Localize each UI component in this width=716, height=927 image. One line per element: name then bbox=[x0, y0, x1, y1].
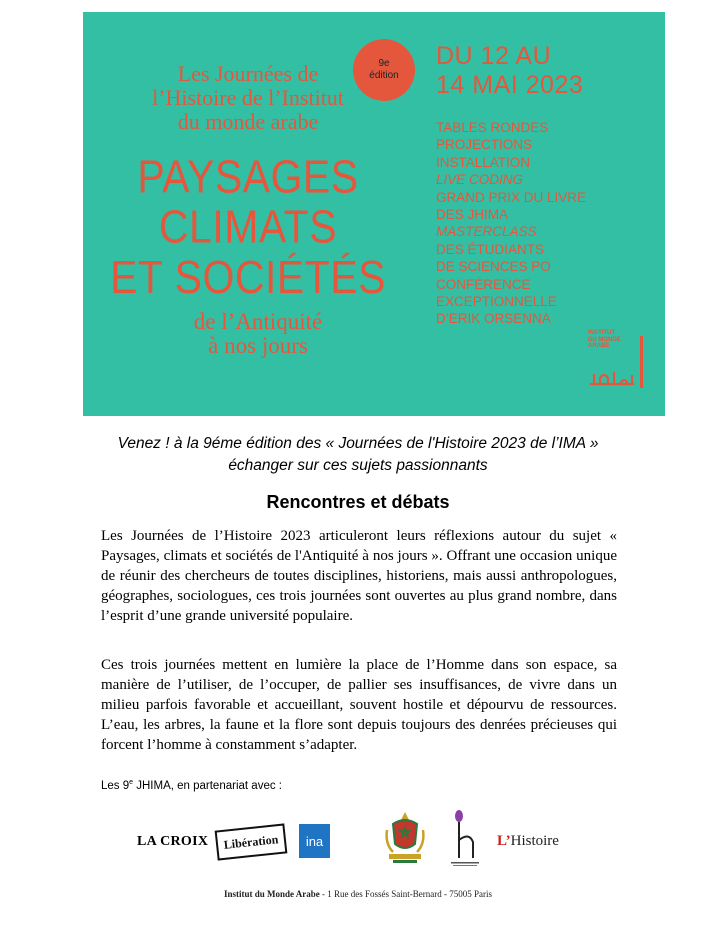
partners-label-suffix: JHIMA, en partenariat avec : bbox=[133, 779, 282, 792]
ima-logo-bar bbox=[640, 336, 643, 388]
dates-line: DU 12 AU bbox=[436, 42, 552, 70]
ima-logo-line: INSTITUT bbox=[588, 330, 615, 336]
footer-address-text: - 1 Rue des Fossés Saint-Bernard - 75005 Paris bbox=[319, 889, 492, 899]
edition-number: 9e bbox=[378, 58, 390, 69]
ima-logo-text bbox=[588, 330, 621, 350]
program-item: TABLES RONDES bbox=[436, 120, 549, 135]
ima-logo bbox=[588, 330, 658, 400]
invitation-line: Venez ! à la 9éme édition des « Journées de l'Histoire 2023 de l’IMA » bbox=[117, 435, 599, 452]
headline-line: CLIMATS bbox=[158, 201, 338, 253]
subtitle-line: de l’Antiquité bbox=[193, 309, 323, 334]
event-banner bbox=[83, 12, 665, 416]
program-item: PROJECTIONS bbox=[436, 137, 533, 153]
invitation-line: échanger sur ces sujets passionnants bbox=[228, 457, 488, 474]
edition-label: édition bbox=[369, 70, 399, 81]
subtitle-line: à nos jours bbox=[208, 333, 308, 358]
h-publisher-logo-icon bbox=[447, 808, 483, 868]
left-title-line: l’Histoire de l’Institut bbox=[152, 85, 344, 110]
event-dates bbox=[436, 42, 651, 100]
edition-badge bbox=[353, 39, 415, 101]
partners-label-prefix: Les 9 bbox=[101, 779, 130, 792]
la-croix-logo: LA CROIX bbox=[137, 834, 209, 849]
liberation-logo bbox=[215, 823, 288, 860]
program-item: MASTERCLASS bbox=[436, 224, 537, 240]
ina-logo: ina bbox=[299, 824, 330, 858]
ima-logo-line: ARABE bbox=[588, 343, 610, 349]
lhistoire-logo-mark: L’ bbox=[497, 833, 511, 849]
lhistoire-logo-text: Histoire bbox=[510, 833, 559, 849]
paragraph: Ces trois journées mettent en lumière la place de l’Homme dans son espace, sa manière de l’utiliser, de l’occuper, de pallier ses insuffisances, de vivre dans un milieu parfois favorable et accueillant, souvent hostile et dépourvu de ressources. L’eau, les arbres, la faune et la flore sont depuis toujours des denrées précieuses qui forcent l’homme à constamment s’adapter. bbox=[101, 657, 617, 753]
program-item: CONFÉRENCE bbox=[436, 276, 531, 292]
lhistoire-logo bbox=[497, 833, 559, 850]
partners-label bbox=[101, 779, 282, 792]
ima-arabic-mark-icon bbox=[588, 366, 636, 388]
liberation-logo-text: Libération bbox=[223, 831, 279, 852]
program-item: GRAND PRIX DU LIVRE bbox=[436, 189, 587, 205]
headline-line: ET SOCIÉTÉS bbox=[110, 251, 386, 304]
partners-label-sup: e bbox=[129, 779, 134, 786]
invitation-text bbox=[40, 433, 676, 477]
banner-subtitle bbox=[143, 310, 373, 358]
program-item: EXCEPTIONNELLE bbox=[436, 294, 557, 310]
dates-line: 14 MAI 2023 bbox=[436, 71, 584, 99]
program-item: DES ÉTUDIANTS bbox=[436, 241, 545, 257]
banner-left-title bbox=[103, 62, 393, 134]
section-title: Rencontres et débats bbox=[266, 492, 450, 512]
headline-line: PAYSAGES bbox=[137, 150, 359, 203]
footer-address bbox=[0, 889, 716, 899]
moroccan-emblem-icon bbox=[383, 810, 427, 866]
partner-logos bbox=[0, 800, 716, 870]
program-item: D’ERIK ORSENNA bbox=[436, 311, 551, 327]
program-item: INSTALLATION bbox=[436, 154, 531, 170]
footer-institution: Institut du Monde Arabe bbox=[224, 889, 320, 899]
program-item: DES JHIMA bbox=[436, 207, 509, 223]
program-item: LIVE CODING bbox=[436, 172, 524, 188]
program-item: DE SCIENCES PO bbox=[436, 259, 551, 275]
ima-logo-line: DU MONDE bbox=[588, 336, 621, 343]
program-list bbox=[436, 119, 636, 328]
left-title-line: du monde arabe bbox=[177, 109, 319, 134]
banner-headline bbox=[93, 152, 403, 303]
left-title-line: Les Journées de bbox=[177, 61, 319, 86]
paragraph: Les Journées de l’Histoire 2023 articuleront leurs réflexions autour du sujet « Paysages, climats et sociétés de l'Antiquité à nos jours ». Offrant une occasion unique de réunir des chercheurs de toutes disciplines, historiens, mais aussi anthropologues, géographes, sociologues, ces trois journées sont ouvertes au plus grand nombre, dans l’esprit d’une grande université populaire. bbox=[101, 528, 617, 624]
